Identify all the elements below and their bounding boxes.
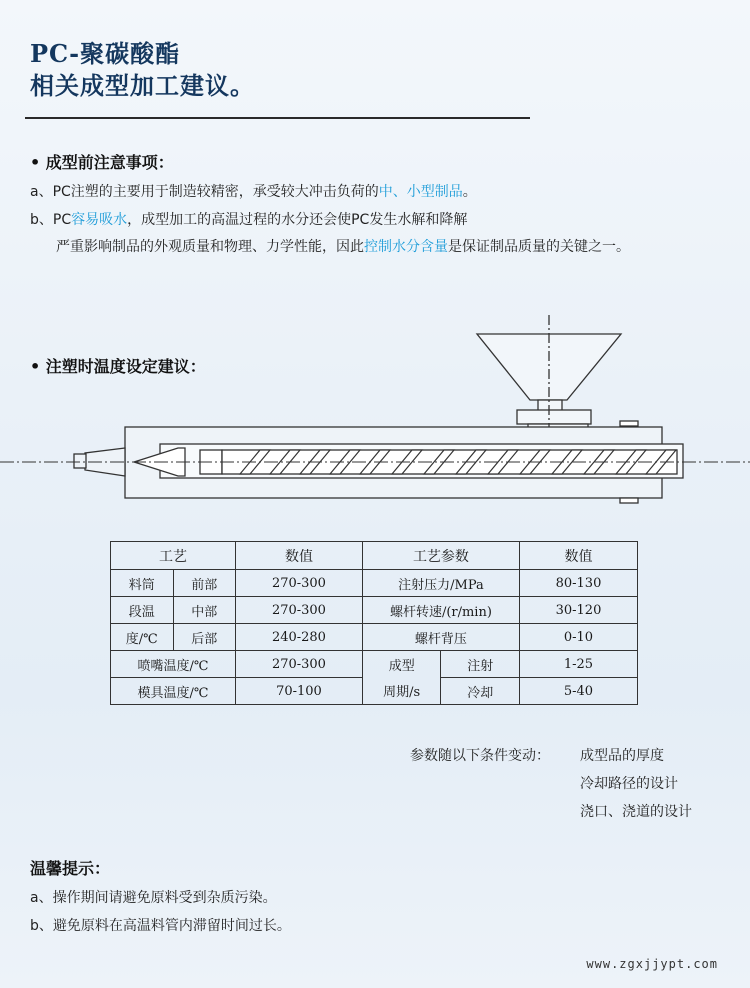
cell-cooling-time-value: 5-40: [519, 678, 637, 705]
note-a: [30, 181, 477, 201]
tips-heading: 温馨提示：: [30, 859, 111, 878]
cell-barrel-label: 料筒: [111, 570, 174, 597]
heater-band-top: [620, 421, 638, 426]
note-b-text: b、PC: [30, 212, 72, 228]
cell-barrel-label-3: 度/℃: [111, 624, 174, 651]
cell-barrel-label-2: 段温: [111, 597, 174, 624]
cell-cycle-label-2: 周期/s: [362, 678, 441, 705]
note-a-end: 。: [462, 184, 477, 200]
cell-back-pressure-value: 0-10: [519, 624, 637, 651]
tip-a: a、操作期间请避免原料受到杂质污染。: [30, 890, 277, 906]
section-heading-temperature: • 注塑时温度设定建议：: [30, 357, 206, 376]
note-b-rest: ，成型加工的高温过程的水分还会使PC发生水解和降解: [127, 212, 468, 228]
table-row: [111, 570, 638, 597]
cell-screw-speed-value: 30-120: [519, 597, 637, 624]
header-value-2: 数值: [519, 542, 637, 570]
note-b2-text: 严重影响制品的外观质量和物理、力学性能，因此: [56, 239, 364, 255]
cell-cycle-label-1: 成型: [362, 651, 441, 678]
variation-item: 冷却路径的设计: [580, 776, 678, 792]
table-row: [111, 597, 638, 624]
cell-screw-speed: 螺杆转速/(r/min): [362, 597, 519, 624]
watermark-url: www.zgxjjypt.com: [586, 957, 718, 971]
cell-back-pressure: 螺杆背压: [362, 624, 519, 651]
header-process: 工艺: [111, 542, 236, 570]
cell-injection: 注射: [441, 651, 519, 678]
cell-cooling: 冷却: [441, 678, 519, 705]
cell-mold-temp-value: 70-100: [235, 678, 362, 705]
note-a-text: a、PC注塑的主要用于制造较精密，承受较大冲击负荷的: [30, 184, 379, 200]
table-header-row: [111, 542, 638, 570]
variation-label: 参数随以下条件变动：: [410, 748, 550, 764]
cell-rear: 后部: [173, 624, 235, 651]
title-line-1: PC-聚碳酸酯: [30, 39, 181, 68]
feed-throat: [517, 410, 591, 424]
table-row: [111, 651, 638, 678]
cell-middle-value: 270-300: [235, 597, 362, 624]
note-a-highlight: 中、小型制品: [378, 184, 463, 200]
cell-middle: 中部: [173, 597, 235, 624]
header-parameter: 工艺参数: [362, 542, 519, 570]
variation-item: 成型品的厚度: [580, 748, 664, 764]
note-b2-highlight: 控制水分含量: [364, 239, 448, 255]
section-heading-pre-molding: • 成型前注意事项：: [30, 153, 174, 172]
note-b-line-2: [56, 236, 630, 256]
note-b-line-1: [30, 209, 467, 229]
cell-rear-value: 240-280: [235, 624, 362, 651]
variation-item: 浇口、浇道的设计: [580, 804, 692, 820]
nozzle-tip: [74, 454, 86, 468]
cell-injection-time-value: 1-25: [519, 651, 637, 678]
note-b-highlight: 容易吸水: [71, 212, 128, 228]
cell-mold-temp: 模具温度/℃: [111, 678, 236, 705]
cell-nozzle-temp: 喷嘴温度/℃: [111, 651, 236, 678]
tip-b: b、避免原料在高温料管内滞留时间过长。: [30, 918, 291, 934]
table-row: [111, 678, 638, 705]
cell-front-value: 270-300: [235, 570, 362, 597]
header-value: 数值: [235, 542, 362, 570]
process-parameter-table: [110, 541, 638, 705]
heater-band-bottom: [620, 498, 638, 503]
cell-nozzle-temp-value: 270-300: [235, 651, 362, 678]
cell-front: 前部: [173, 570, 235, 597]
table-row: [111, 624, 638, 651]
note-b2-rest: 是保证制品质量的关键之一。: [448, 239, 630, 255]
injection-screw-diagram: [0, 310, 750, 520]
title-divider: [25, 117, 530, 119]
cell-injection-pressure-value: 80-130: [519, 570, 637, 597]
title-line-2: 相关成型加工建议。: [30, 71, 255, 100]
cell-injection-pressure: 注射压力/MPa: [362, 570, 519, 597]
